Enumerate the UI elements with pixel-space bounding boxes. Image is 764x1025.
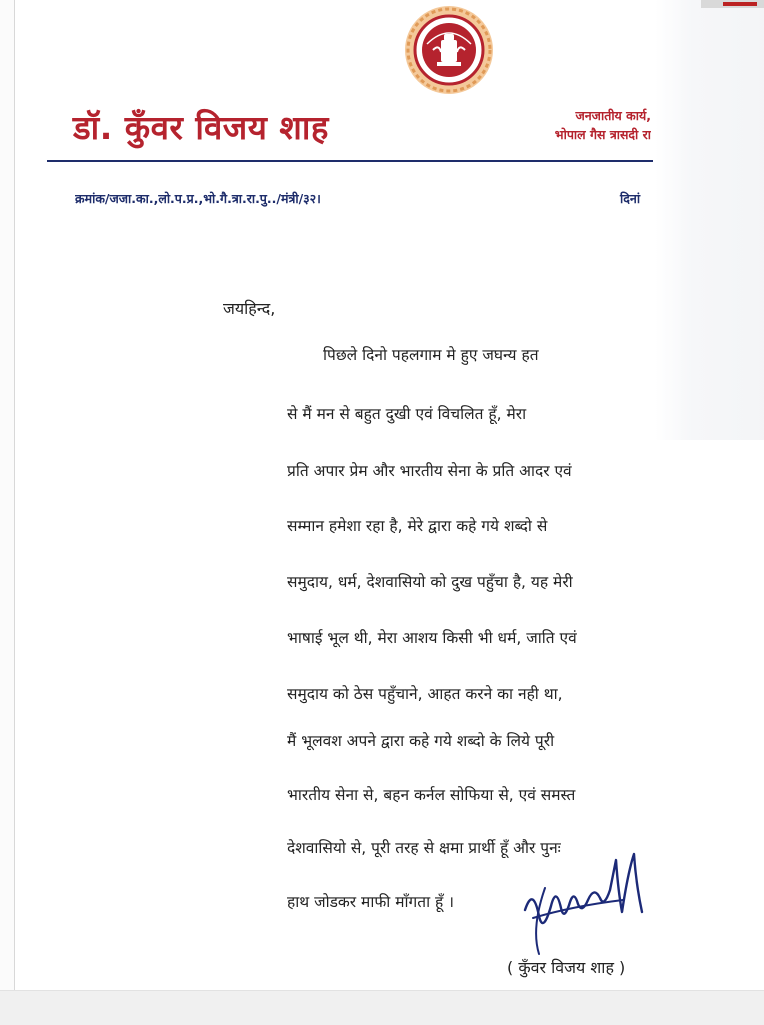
- bottom-strip: [0, 990, 764, 1025]
- letter-line: प्रति अपार प्रेम और भारतीय सेना के प्रति आदर एवं: [287, 462, 572, 480]
- letter-line: से मैं मन से बहुत दुखी एवं विचलित हूँ, मेरा: [287, 405, 527, 423]
- letter-line: सम्मान हमेशा रहा है, मेरे द्वारा कहे गये शब्दो से: [287, 517, 548, 535]
- signatory-name: ( कुँवर विजय शाह ): [507, 958, 626, 977]
- letter-line: भाषाई भूल थी, मेरा आशय किसी भी धर्म, जाति एवं: [287, 629, 577, 647]
- letterhead-divider: [47, 160, 653, 162]
- department-line-1: जनजातीय कार्य,: [575, 108, 651, 123]
- department-line-2: भोपाल गैस त्रासदी रा: [554, 127, 651, 142]
- reference-number: क्रमांक/जजा.का.,लो.प.प्र.,भो.गै.त्रा.रा.पु../मंत्री/३२।: [75, 191, 321, 206]
- letter-page: [14, 0, 764, 1000]
- letter-line: हाथ जोडकर माफी माँगता हूँ ।: [287, 893, 455, 911]
- signature-icon: [515, 848, 685, 958]
- letterhead-name: डॉ. कुँवर विजय शाह: [73, 108, 329, 147]
- letter-line: समुदाय को ठेस पहुँचाने, आहत करने का नही था,: [287, 685, 563, 703]
- corner-mark: [701, 0, 764, 8]
- letter-line: भारतीय सेना से, बहन कर्नल सोफिया से, एवं समस्त: [287, 786, 576, 804]
- letter-line: मैं भूलवश अपने द्वारा कहे गये शब्दो के लिये पूरी: [287, 732, 555, 750]
- letterhead-department: [525, 106, 651, 144]
- date-label: दिनां: [620, 191, 641, 206]
- letter-line: समुदाय, धर्म, देशवासियो को दुख पहुँचा है, यह मेरी: [287, 573, 573, 591]
- salutation: जयहिन्द,: [223, 299, 276, 318]
- state-emblem-icon: [403, 4, 495, 96]
- letter-line: पिछले दिनो पहलगाम मे हुए जघन्य हत: [323, 346, 539, 364]
- letter-line: देशवासियो से, पूरी तरह से क्षमा प्रार्थी हूँ और पुनः: [287, 839, 561, 857]
- reference-line: [75, 190, 655, 210]
- photo-glare: [655, 0, 764, 440]
